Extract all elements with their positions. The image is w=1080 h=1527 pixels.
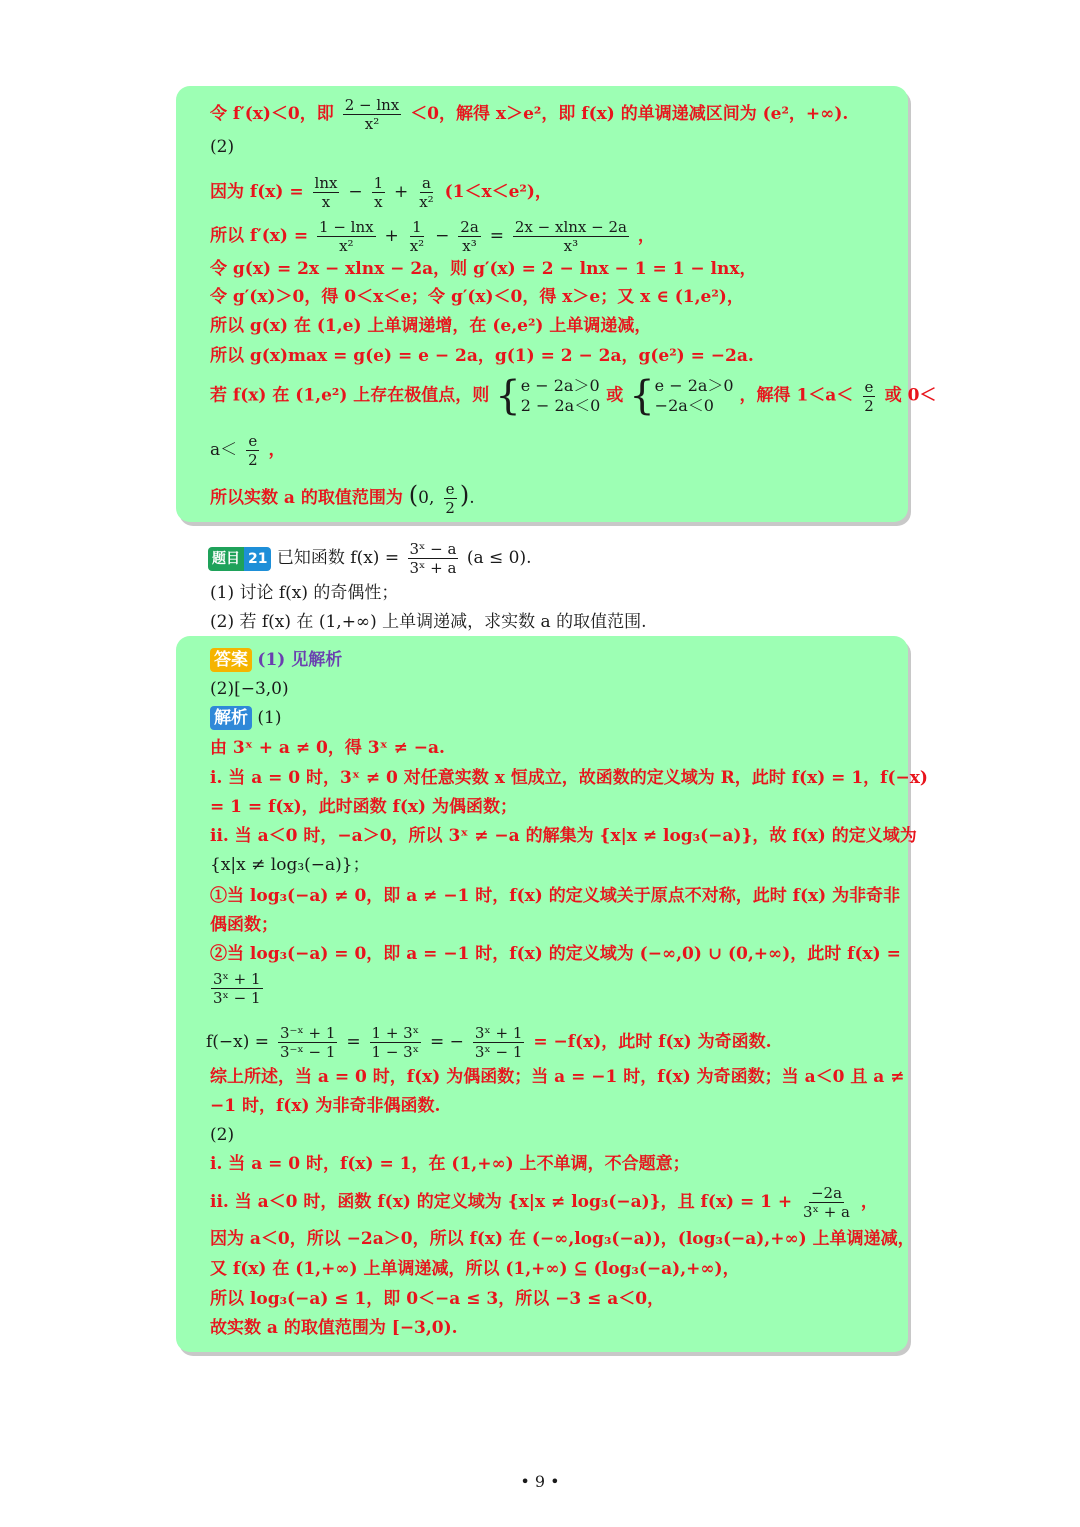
- line-g-definition: 令 g(x) = 2x − xlnx − 2a，则 g′(x) = 2 − lnx − 1 = 1 − lnx，: [210, 259, 757, 279]
- fraction: $\frac{e}{2}$: [248, 432, 258, 469]
- solution-header: 解析 (1): [210, 706, 282, 730]
- fraction: $\frac{e}{2}$: [864, 377, 874, 415]
- fraction: $\frac{\text{3ˣ − a}}{\text{3ˣ + a}}$: [409, 540, 457, 577]
- fraction: $\frac{2a}{\text{x³}}$: [460, 218, 479, 255]
- question-part-1: (1) 讨论 f(x) 的奇偶性；: [210, 583, 399, 603]
- fraction: $\frac{1 - \ln x}{\text{x²}}$: [319, 218, 374, 255]
- fraction: $\frac{2 - \ln x}{\text{x²}}$: [344, 96, 400, 133]
- answer-line: 答案 (1) 见解析: [210, 648, 342, 672]
- line-g-monotonic: 所以 g(x) 在 (1,e) 上单调递增，在 (e,e²) 上单调递减，: [210, 316, 652, 336]
- sol-line: i. 当 a = 0 时，f(x) = 1，在 (1,+∞) 上不单调，不合题意；: [210, 1154, 690, 1174]
- answer-tag: 答案: [210, 648, 252, 672]
- answer-solution-box: [176, 636, 928, 1352]
- sol-line: 偶函数；: [210, 915, 278, 935]
- solution-tag: 解析: [210, 706, 252, 730]
- system-2: { e − 2a＞0 −2a＜0: [629, 373, 734, 419]
- sol-line: 又 f(x) 在 (1,+∞) 上单调递减，所以 (1,+∞) ⊆ (log₃(−a),+∞)，: [210, 1259, 740, 1279]
- fraction: $\frac{1}{x}$: [373, 174, 384, 211]
- sol-line: 综上所述，当 a = 0 时，f(x) 为偶函数；当 a = −1 时，f(x) 为奇函数；当 a＜0 且 a ≠: [210, 1067, 905, 1087]
- sol-line: 故实数 a 的取值范围为 [−3,0).: [210, 1318, 458, 1338]
- line-decreasing-interval: 令 f′(x)＜0，即 $\frac{2 - \ln x}{\text{x²}}$ ＜0，解得 x＞e²，即 f(x) 的单调递减区间为 (e²，+∞).: [210, 96, 849, 133]
- fraction: $\frac{\text{3ˣ + 1}}{\text{3ˣ − 1}}$: [474, 1024, 523, 1061]
- page-number: • 9 •: [520, 1472, 560, 1491]
- solution-box-part2: [176, 86, 937, 522]
- sol-line: = 1 = f(x)，此时函数 f(x) 为偶函数；: [210, 797, 517, 817]
- system-1: { e − 2a＞0 2 − 2a＜0: [495, 373, 601, 419]
- line-f-definition: 因为 f(x) = $\frac{\ln x}{x}$ − $\frac{1}{x}$ + $\frac{a}{\text{x²}}$ (1＜x＜e²)，: [210, 174, 552, 211]
- sol-line: {x|x ≠ log₃(−a)}；: [210, 855, 370, 875]
- fraction: $\frac{1}{\text{x²}}$: [409, 218, 425, 255]
- sol-line: 因为 a＜0，所以 −2a＞0，所以 f(x) 在 (−∞,log₃(−a))，(log₃(−a),+∞) 上单调递减，: [210, 1229, 915, 1249]
- sol-odd-proof: f(−x) = $\frac{\text{3⁻ˣ + 1}}{\text{3⁻ˣ − 1}}$ = $\frac{\text{1 + 3ˣ}}{\text{1 − 3ˣ}}$ = − $\frac{\text{3ˣ + 1}}{\text{3ˣ − 1}}$ = −f(x)，此时 f(x) 为奇函数.: [206, 1024, 772, 1061]
- line-extremum-condition: 若 f(x) 在 (1,e²) 上存在极值点，则 { e − 2a＞0 2 − 2a＜0 或 { e − 2a＞0 −2a＜0 ，解得 1＜a＜ $\frac{e}{2}$ 或 0＜: [210, 373, 937, 419]
- part-label: (2): [210, 137, 235, 157]
- line-derivative: 所以 f′(x) = $\frac{1 - \ln x}{\text{x²}}$ + $\frac{1}{\text{x²}}$ − $\frac{2a}{\text{x³}}$ = $\frac{2x - xlnx - 2a}{\text{x³}}$ ，: [210, 218, 655, 255]
- question-tag: 题目 21: [208, 547, 271, 571]
- sol-line: ii. 当 a＜0 时，函数 f(x) 的定义域为 {x|x ≠ log₃(−a)}，且 f(x) = 1 + $\frac{-2a}{\text{3ˣ + a}}$ ，: [210, 1184, 878, 1221]
- sol-line: −1 时，f(x) 为非奇非偶函数.: [210, 1096, 441, 1116]
- fraction: $\frac{a}{\text{x²}}$: [419, 174, 434, 211]
- answer-part-2: (2)[−3,0): [210, 679, 289, 699]
- sol-line: ii. 当 a＜0 时，−a＞0，所以 3ˣ ≠ −a 的解集为 {x|x ≠ log₃(−a)}，故 f(x) 的定义域为: [210, 826, 917, 846]
- sol-line: 由 3ˣ + a ≠ 0，得 3ˣ ≠ −a.: [210, 738, 445, 758]
- question-21-stem: 题目 21 已知函数 f(x) = $\frac{\text{3ˣ − a}}{\text{3ˣ + a}}$ (a ≤ 0).: [208, 540, 532, 577]
- line-g-max: 所以 g(x)max = g(e) = e − 2a，g(1) = 2 − 2a，g(e²) = −2a.: [210, 346, 754, 366]
- sol-line: i. 当 a = 0 时，3ˣ ≠ 0 对任意实数 x 恒成立，故函数的定义域为 R，此时 f(x) = 1，f(−x): [210, 768, 928, 788]
- fraction: $\frac{-2a}{\text{3ˣ + a}}$: [803, 1184, 850, 1221]
- line-g-sign: 令 g′(x)＞0，得 0＜x＜e；令 g′(x)＜0，得 x＞e；又 x ∈ (1,e²)，: [210, 287, 744, 307]
- fraction: $\frac{2x - xlnx - 2a}{\text{x³}}$: [514, 218, 627, 255]
- sol-line: ①当 log₃(−a) ≠ 0，即 a ≠ −1 时，f(x) 的定义域关于原点不对称，此时 f(x) 为非奇非: [210, 886, 901, 906]
- fraction: $\frac{\text{1 + 3ˣ}}{\text{1 − 3ˣ}}$: [371, 1024, 420, 1061]
- fraction: $\frac{e}{2}$: [445, 480, 455, 517]
- fraction: $\frac{\text{3⁻ˣ + 1}}{\text{3⁻ˣ − 1}}$: [279, 1024, 336, 1061]
- sol-line: ②当 log₃(−a) = 0，即 a = −1 时，f(x) 的定义域为 (−∞,0) ∪ (0,+∞)，此时 f(x) =: [210, 944, 901, 964]
- sol-line: (2): [210, 1125, 235, 1145]
- question-part-2: (2) 若 f(x) 在 (1,+∞) 上单调递减，求实数 a 的取值范围.: [210, 612, 647, 632]
- fraction: $\frac{\text{3ˣ + 1}}{\text{3ˣ − 1}}$: [213, 970, 261, 1007]
- line-a-bound: a＜ $\frac{e}{2}$ ，: [210, 432, 286, 469]
- line-range-answer: 所以实数 a 的取值范围为 (0, $\frac{e}{2}$ ).: [210, 480, 475, 517]
- sol-line: 所以 log₃(−a) ≤ 1，即 0＜−a ≤ 3，所以 −3 ≤ a＜0，: [210, 1289, 665, 1309]
- fraction: $\frac{\ln x}{x}$: [314, 174, 338, 211]
- sol-fraction-line: [208, 970, 266, 1007]
